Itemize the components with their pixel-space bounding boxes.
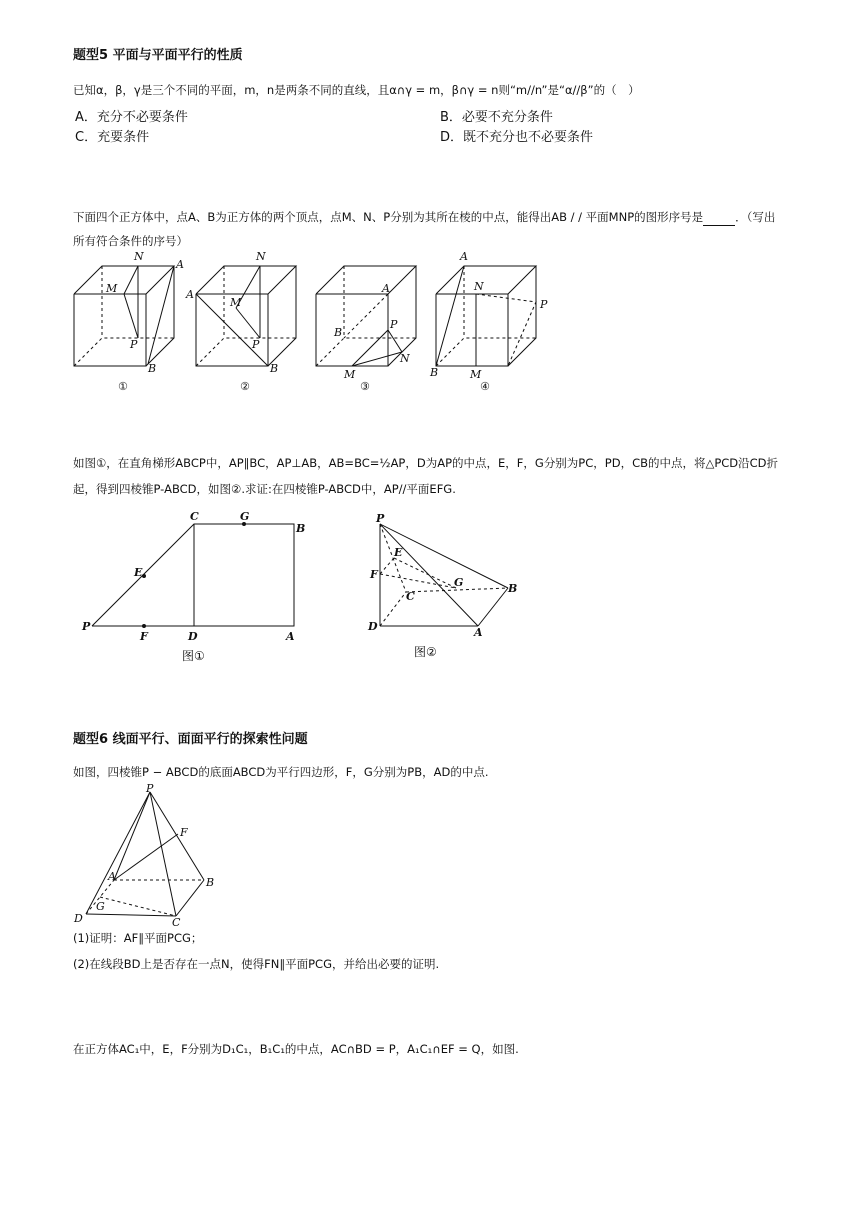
label-a: A (186, 288, 194, 301)
figure-caption: 图① (182, 649, 205, 663)
question-stem-line2: 所有符合条件的序号） (73, 234, 188, 248)
label-a: A (474, 626, 483, 639)
trapezoid-figure (78, 508, 318, 668)
question-stem: 已知α，β，γ是三个不同的平面，m，n是两条不同的直线，且α∩γ = m，β∩γ = n则“m//n”是“α//β”的（ ） (73, 83, 640, 97)
label-c: C (190, 510, 199, 523)
label-p: P (146, 782, 154, 795)
label-m: M (470, 368, 482, 381)
label-g: G (240, 510, 250, 523)
point-e (142, 574, 146, 578)
question-stem: 在正方体AC₁中，E，F分别为D₁C₁，B₁C₁的中点，AC∩BD = P，A₁C₁∩EF = Q，如图. (73, 1042, 519, 1056)
label-a: A (460, 250, 468, 263)
question-part1: (1)证明：AF∥平面PCG； (73, 931, 203, 945)
label-d: D (188, 630, 198, 643)
label-n: N (400, 352, 410, 365)
question-stem: 如图①，在直角梯形ABCP中，AP∥BC，AP⊥AB，AB=BC=½AP，D为AP的中点，E，F，G分别为PC，PD，CB的中点，将△PCD沿CD折 (73, 456, 779, 470)
label-c: C (406, 590, 415, 603)
question-stem: 如图，四棱锥P − ABCD的底面ABCD为平行四边形，F，G分别为PB，AD的中点. (73, 765, 489, 779)
label-b: B (270, 362, 279, 375)
label-a: A (108, 870, 116, 883)
label-d: D (74, 912, 83, 925)
answer-blank[interactable] (703, 213, 735, 226)
pyramid-pabcd-figure (70, 782, 230, 930)
cube-1 (74, 250, 184, 393)
label-b: B (334, 326, 343, 339)
label-d: D (368, 620, 378, 633)
label-b: B (508, 582, 518, 595)
label-n: N (474, 280, 484, 293)
stem-text: 下面四个正方体中，点A、B为正方体的两个顶点，点M、N、P分别为其所在棱的中点，能得出AB / / 平面MNP的图形序号是 (73, 210, 704, 224)
cube-2 (185, 250, 296, 393)
label-p: P (376, 512, 385, 525)
label-a: A (176, 258, 184, 271)
label-p: P (130, 338, 138, 351)
caption-1: ① (118, 380, 128, 393)
label-n: N (256, 250, 266, 263)
label-b: B (148, 362, 157, 375)
figure-caption: 图② (414, 645, 437, 659)
label-m: M (344, 368, 356, 381)
option-a[interactable]: A．充分不必要条件 (75, 110, 188, 125)
option-b[interactable]: B．必要不充分条件 (440, 110, 553, 125)
label-a: A (286, 630, 295, 643)
pyramid-figure (362, 510, 532, 665)
label-b: B (430, 366, 439, 379)
section5-title: 题型5 平面与平面平行的性质 (73, 48, 243, 63)
label-p: P (540, 298, 548, 311)
label-m: M (230, 296, 242, 309)
stem-text: ．（写出 (735, 210, 776, 224)
option-c[interactable]: C．充要条件 (75, 130, 150, 145)
label-e: E (134, 566, 143, 579)
question-stem (73, 209, 775, 226)
label-m: M (106, 282, 118, 295)
label-b: B (296, 522, 306, 535)
label-e: E (394, 546, 403, 559)
point-f (142, 624, 146, 628)
label-p: P (390, 318, 398, 331)
label-n: N (134, 250, 144, 263)
label-g: G (454, 576, 464, 589)
cube-4 (429, 250, 548, 393)
caption-3: ③ (360, 380, 370, 393)
question-stem-line2: 起，得到四棱锥P-ABCD，如图②.求证:在四棱锥P-ABCD中，AP//平面EFG. (73, 482, 456, 496)
label-p: P (252, 338, 260, 351)
label-f: F (180, 826, 188, 839)
label-f: F (370, 568, 378, 581)
section6-title: 题型6 线面平行、面面平行的探索性问题 (73, 732, 308, 747)
caption-4: ④ (480, 380, 490, 393)
label-f: F (140, 630, 148, 643)
label-g: G (96, 900, 105, 913)
cube-figures (60, 248, 570, 398)
label-b: B (206, 876, 215, 889)
question-part2: (2)在线段BD上是否存在一点N，使得FN∥平面PCG，并给出必要的证明. (73, 957, 440, 971)
label-a: A (382, 282, 390, 295)
cube-3 (316, 266, 416, 393)
label-c: C (172, 916, 181, 929)
label-p: P (82, 620, 91, 633)
option-d[interactable]: D．既不充分也不必要条件 (440, 130, 594, 145)
caption-2: ② (240, 380, 250, 393)
